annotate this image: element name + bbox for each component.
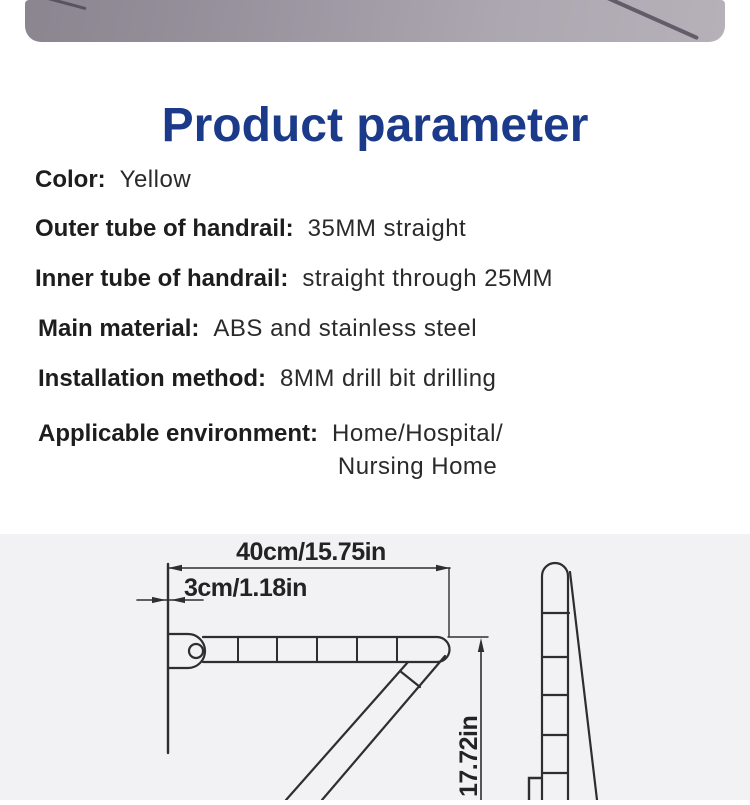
wall-offset-dimension-label: 3cm/1.18in: [184, 574, 307, 602]
param-label: Color:: [35, 166, 106, 193]
param-row-inner-tube: [35, 265, 553, 293]
param-value: [332, 417, 503, 483]
tile-grout-line: [39, 0, 86, 10]
dimension-diagram: [0, 534, 750, 800]
diagram-folded-view: [529, 563, 597, 800]
param-value-line1: Home/Hospital/: [332, 420, 504, 447]
param-value-line2: Nursing Home: [337, 453, 498, 480]
height-dimension-label: 17.72in: [455, 715, 483, 797]
param-value: 8MM drill bit drilling: [280, 365, 497, 392]
header-photo: [25, 0, 725, 42]
tile-grout-line: [597, 0, 699, 40]
param-label: Main material:: [38, 315, 200, 342]
handrail-drawing: [0, 534, 750, 800]
width-dimension-label: 40cm/15.75in: [236, 538, 386, 566]
param-label: Inner tube of handrail:: [35, 265, 289, 292]
param-value: 35MM straight: [307, 215, 467, 242]
param-label: Applicable environment:: [38, 420, 319, 447]
param-label: Installation method:: [38, 365, 266, 392]
param-row-color: [35, 166, 191, 194]
param-label: Outer tube of handrail:: [35, 215, 294, 242]
param-row-environment: [38, 417, 503, 483]
param-row-installation: [38, 365, 496, 393]
param-row-outer-tube: [35, 215, 466, 243]
param-value: straight through 25MM: [302, 265, 553, 292]
page-title: Product parameter: [161, 99, 589, 152]
param-row-material: [38, 315, 477, 343]
param-value: ABS and stainless steel: [213, 315, 478, 342]
param-value: Yellow: [119, 166, 192, 193]
